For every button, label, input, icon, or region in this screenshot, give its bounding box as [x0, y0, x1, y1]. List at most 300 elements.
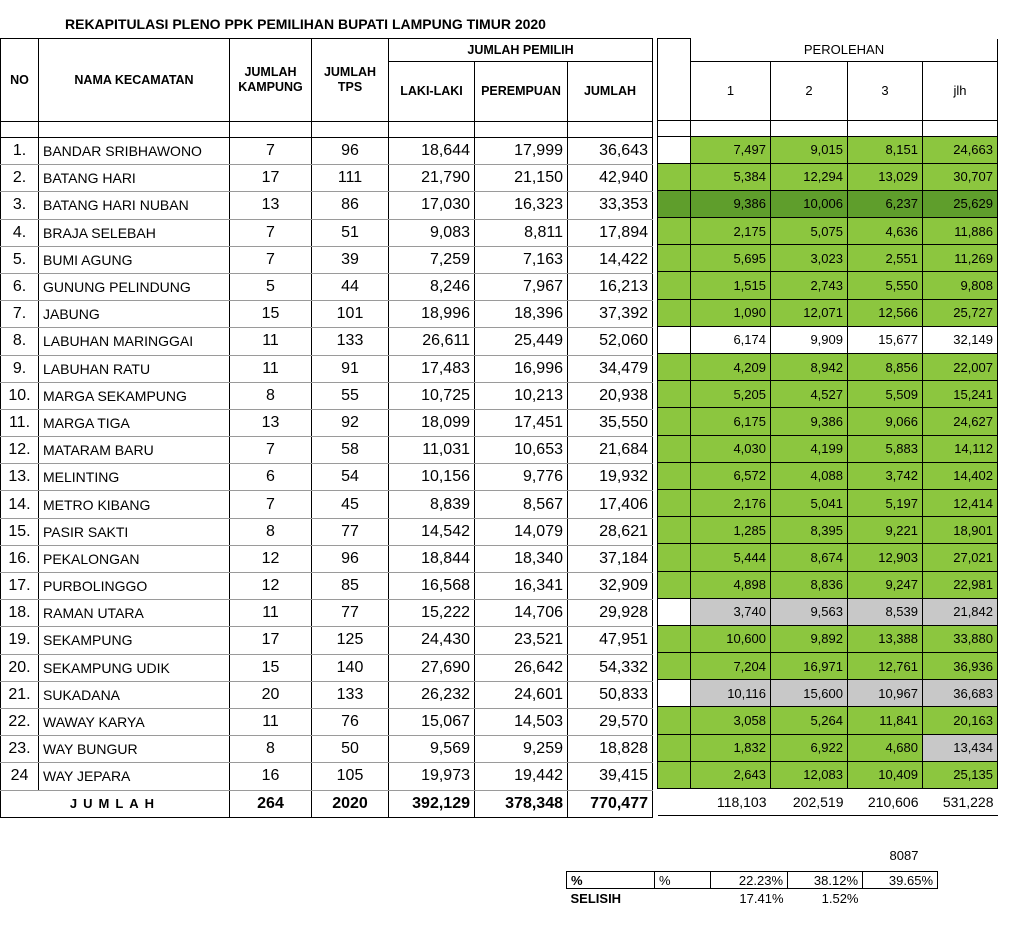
row-nama-kecamatan: GUNUNG PELINDUNG [39, 273, 230, 300]
row-jumlah-tps: 44 [312, 273, 389, 300]
row-jlh: 20,163 [923, 707, 998, 734]
row-calon-3: 9,247 [848, 571, 923, 598]
row-spacer [658, 435, 691, 462]
row-jlh: 11,886 [923, 218, 998, 245]
row-calon-1: 5,205 [691, 381, 771, 408]
row-jlh: 25,629 [923, 190, 998, 217]
table-row [1, 328, 653, 355]
row-calon-1: 1,832 [691, 734, 771, 761]
row-perempuan: 21,150 [475, 165, 568, 192]
row-jumlah-kampung: 13 [230, 409, 312, 436]
perolehan-row [658, 462, 998, 489]
row-no: 17. [1, 573, 39, 600]
row-nama-kecamatan: MATARAM BARU [39, 437, 230, 464]
row-calon-1: 6,174 [691, 326, 771, 353]
perolehan-spacer-col [658, 39, 691, 121]
row-jumlah: 29,928 [568, 600, 653, 627]
row-calon-3: 13,388 [848, 625, 923, 652]
row-spacer [658, 381, 691, 408]
row-nama-kecamatan: PASIR SAKTI [39, 518, 230, 545]
row-nama-kecamatan: JABUNG [39, 301, 230, 328]
header-calon-1: 1 [691, 61, 771, 120]
row-calon-1: 6,175 [691, 408, 771, 435]
table-row [1, 573, 653, 600]
row-calon-3: 8,856 [848, 354, 923, 381]
row-jlh: 24,627 [923, 408, 998, 435]
row-laki-laki: 17,483 [389, 355, 475, 382]
percent-3: 39.65% [863, 872, 938, 889]
row-calon-3: 5,197 [848, 489, 923, 516]
total-p3: 210,606 [848, 789, 923, 816]
row-jumlah-tps: 105 [312, 763, 389, 790]
row-jumlah: 42,940 [568, 165, 653, 192]
row-calon-1: 10,600 [691, 625, 771, 652]
header-perolehan: PEROLEHAN [691, 39, 998, 62]
row-laki-laki: 18,996 [389, 301, 475, 328]
table-row [1, 681, 653, 708]
row-jumlah-tps: 77 [312, 600, 389, 627]
row-no: 2. [1, 165, 39, 192]
row-jumlah: 34,479 [568, 355, 653, 382]
row-spacer [658, 245, 691, 272]
total-row [1, 790, 653, 817]
table-row [1, 763, 653, 790]
row-jlh: 14,112 [923, 435, 998, 462]
row-calon-3: 5,509 [848, 381, 923, 408]
row-calon-3: 12,761 [848, 653, 923, 680]
row-calon-3: 4,680 [848, 734, 923, 761]
row-jlh: 36,683 [923, 680, 998, 707]
total-jlh: 531,228 [923, 789, 998, 816]
row-nama-kecamatan: METRO KIBANG [39, 491, 230, 518]
row-calon-2: 8,836 [771, 571, 848, 598]
row-jumlah: 52,060 [568, 328, 653, 355]
perolehan-row [658, 653, 998, 680]
perolehan-row [658, 190, 998, 217]
row-calon-2: 5,075 [771, 218, 848, 245]
row-spacer [658, 680, 691, 707]
row-calon-1: 2,176 [691, 489, 771, 516]
row-jumlah: 36,643 [568, 138, 653, 165]
perolehan-table [657, 38, 998, 816]
row-jlh: 13,434 [923, 734, 998, 761]
row-jumlah-tps: 96 [312, 138, 389, 165]
row-calon-3: 10,967 [848, 680, 923, 707]
row-no: 6. [1, 273, 39, 300]
row-no: 8. [1, 328, 39, 355]
row-spacer [658, 136, 691, 163]
row-jumlah-kampung: 7 [230, 219, 312, 246]
row-perempuan: 18,340 [475, 545, 568, 572]
row-perempuan: 24,601 [475, 681, 568, 708]
row-nama-kecamatan: LABUHAN MARINGGAI [39, 328, 230, 355]
row-jumlah-tps: 111 [312, 165, 389, 192]
row-calon-3: 8,151 [848, 136, 923, 163]
row-calon-3: 10,409 [848, 761, 923, 788]
row-laki-laki: 17,030 [389, 192, 475, 219]
row-calon-3: 11,841 [848, 707, 923, 734]
row-no: 16. [1, 545, 39, 572]
row-spacer [658, 707, 691, 734]
row-calon-1: 9,386 [691, 190, 771, 217]
row-calon-2: 8,395 [771, 517, 848, 544]
table-row [1, 192, 653, 219]
row-jumlah-tps: 91 [312, 355, 389, 382]
row-jlh: 36,936 [923, 653, 998, 680]
row-jlh: 21,842 [923, 598, 998, 625]
percent-2: 38.12% [788, 872, 863, 889]
perolehan-row [658, 136, 998, 163]
row-nama-kecamatan: RAMAN UTARA [39, 600, 230, 627]
row-jumlah: 39,415 [568, 763, 653, 790]
perolehan-row [658, 707, 998, 734]
total-laki: 392,129 [389, 790, 475, 817]
header-nama-kecamatan: NAMA KECAMATAN [39, 39, 230, 122]
row-no: 3. [1, 192, 39, 219]
row-calon-1: 10,116 [691, 680, 771, 707]
row-jumlah-kampung: 7 [230, 437, 312, 464]
table-row [1, 708, 653, 735]
row-laki-laki: 27,690 [389, 654, 475, 681]
row-calon-1: 2,643 [691, 761, 771, 788]
row-calon-2: 15,600 [771, 680, 848, 707]
perolehan-row [658, 489, 998, 516]
row-no: 20. [1, 654, 39, 681]
row-nama-kecamatan: WAY JEPARA [39, 763, 230, 790]
total-jumlah: 770,477 [568, 790, 653, 817]
row-calon-2: 9,563 [771, 598, 848, 625]
row-laki-laki: 14,542 [389, 518, 475, 545]
row-calon-3: 8,539 [848, 598, 923, 625]
row-spacer [658, 272, 691, 299]
row-nama-kecamatan: MARGA TIGA [39, 409, 230, 436]
row-perempuan: 9,776 [475, 464, 568, 491]
row-jlh: 18,901 [923, 517, 998, 544]
row-laki-laki: 18,644 [389, 138, 475, 165]
row-no: 4. [1, 219, 39, 246]
row-nama-kecamatan: PEKALONGAN [39, 545, 230, 572]
row-nama-kecamatan: BRAJA SELEBAH [39, 219, 230, 246]
row-no: 13. [1, 464, 39, 491]
row-spacer [658, 653, 691, 680]
header-calon-2: 2 [771, 61, 848, 120]
row-jumlah-tps: 77 [312, 518, 389, 545]
row-spacer [658, 326, 691, 353]
row-no: 19. [1, 627, 39, 654]
row-laki-laki: 7,259 [389, 246, 475, 273]
row-no: 15. [1, 518, 39, 545]
row-jumlah: 37,184 [568, 545, 653, 572]
row-jumlah: 17,894 [568, 219, 653, 246]
row-jumlah: 16,213 [568, 273, 653, 300]
row-jumlah-kampung: 11 [230, 355, 312, 382]
row-jumlah-kampung: 17 [230, 627, 312, 654]
row-jumlah-kampung: 7 [230, 491, 312, 518]
row-laki-laki: 15,222 [389, 600, 475, 627]
row-nama-kecamatan: BUMI AGUNG [39, 246, 230, 273]
header-jumlah-pemilih: JUMLAH PEMILIH [389, 39, 653, 62]
percent-label: % [567, 872, 655, 889]
row-jumlah-kampung: 15 [230, 654, 312, 681]
row-jlh: 25,135 [923, 761, 998, 788]
row-jlh: 32,149 [923, 326, 998, 353]
row-jumlah-kampung: 20 [230, 681, 312, 708]
row-no: 22. [1, 708, 39, 735]
row-laki-laki: 18,844 [389, 545, 475, 572]
row-nama-kecamatan: BATANG HARI NUBAN [39, 192, 230, 219]
header-jumlah-tps: JUMLAH TPS [312, 39, 389, 122]
table-row [1, 600, 653, 627]
row-spacer [658, 489, 691, 516]
row-jumlah: 29,570 [568, 708, 653, 735]
row-perempuan: 17,999 [475, 138, 568, 165]
table-row [1, 491, 653, 518]
spacer-row [1, 122, 653, 138]
row-perempuan: 18,396 [475, 301, 568, 328]
row-perempuan: 23,521 [475, 627, 568, 654]
perolehan-total-row [658, 789, 998, 816]
table-row [1, 219, 653, 246]
row-laki-laki: 19,973 [389, 763, 475, 790]
row-laki-laki: 9,569 [389, 736, 475, 763]
row-perempuan: 14,079 [475, 518, 568, 545]
row-laki-laki: 26,611 [389, 328, 475, 355]
row-perempuan: 8,811 [475, 219, 568, 246]
row-laki-laki: 8,839 [389, 491, 475, 518]
table-row [1, 627, 653, 654]
row-calon-1: 4,030 [691, 435, 771, 462]
row-spacer [658, 571, 691, 598]
row-no: 12. [1, 437, 39, 464]
row-calon-2: 12,083 [771, 761, 848, 788]
row-perempuan: 16,996 [475, 355, 568, 382]
row-calon-3: 5,883 [848, 435, 923, 462]
row-perempuan: 14,503 [475, 708, 568, 735]
row-perempuan: 16,323 [475, 192, 568, 219]
row-nama-kecamatan: BANDAR SRIBHAWONO [39, 138, 230, 165]
row-laki-laki: 21,790 [389, 165, 475, 192]
header-perempuan: PEREMPUAN [475, 62, 568, 122]
row-calon-2: 4,088 [771, 462, 848, 489]
row-calon-3: 12,903 [848, 544, 923, 571]
row-jlh: 22,981 [923, 571, 998, 598]
row-no: 10. [1, 382, 39, 409]
note-value: 8087 [889, 848, 919, 863]
row-laki-laki: 18,099 [389, 409, 475, 436]
row-no: 21. [1, 681, 39, 708]
table-row [1, 437, 653, 464]
rekap-table [0, 38, 653, 818]
row-calon-2: 9,892 [771, 625, 848, 652]
total-kampung: 264 [230, 790, 312, 817]
table-row [1, 654, 653, 681]
row-laki-laki: 26,232 [389, 681, 475, 708]
row-jlh: 9,808 [923, 272, 998, 299]
row-calon-3: 9,221 [848, 517, 923, 544]
perolehan-row [658, 571, 998, 598]
row-jumlah-kampung: 13 [230, 192, 312, 219]
row-calon-3: 2,551 [848, 245, 923, 272]
row-calon-1: 5,384 [691, 163, 771, 190]
row-laki-laki: 10,725 [389, 382, 475, 409]
perolehan-row [658, 245, 998, 272]
row-jumlah: 47,951 [568, 627, 653, 654]
selisih-2: 1.52% [821, 890, 859, 906]
row-jumlah-tps: 76 [312, 708, 389, 735]
row-laki-laki: 8,246 [389, 273, 475, 300]
row-nama-kecamatan: LABUHAN RATU [39, 355, 230, 382]
row-calon-1: 5,695 [691, 245, 771, 272]
row-perempuan: 14,706 [475, 600, 568, 627]
row-spacer [658, 598, 691, 625]
table-row [1, 355, 653, 382]
row-no: 11. [1, 409, 39, 436]
row-calon-2: 4,527 [771, 381, 848, 408]
row-no: 24 [1, 763, 39, 790]
row-spacer [658, 190, 691, 217]
row-calon-1: 3,740 [691, 598, 771, 625]
header-jumlah-kampung: JUMLAH KAMPUNG [230, 39, 312, 122]
row-jumlah: 14,422 [568, 246, 653, 273]
header-jlh: jlh [923, 61, 998, 120]
perolehan-row [658, 544, 998, 571]
row-nama-kecamatan: WAWAY KARYA [39, 708, 230, 735]
row-calon-2: 12,294 [771, 163, 848, 190]
row-jumlah-tps: 55 [312, 382, 389, 409]
row-jumlah-tps: 101 [312, 301, 389, 328]
row-spacer [658, 625, 691, 652]
row-jumlah-tps: 96 [312, 545, 389, 572]
row-perempuan: 19,442 [475, 763, 568, 790]
row-perempuan: 8,567 [475, 491, 568, 518]
row-jumlah-tps: 58 [312, 437, 389, 464]
row-jumlah-tps: 39 [312, 246, 389, 273]
perolehan-row [658, 435, 998, 462]
table-row [1, 409, 653, 436]
row-nama-kecamatan: MELINTING [39, 464, 230, 491]
table-row [1, 273, 653, 300]
row-jumlah: 17,406 [568, 491, 653, 518]
row-no: 5. [1, 246, 39, 273]
row-calon-3: 15,677 [848, 326, 923, 353]
row-jumlah: 28,621 [568, 518, 653, 545]
row-spacer [658, 734, 691, 761]
row-no: 1. [1, 138, 39, 165]
row-calon-3: 9,066 [848, 408, 923, 435]
perolehan-row [658, 761, 998, 788]
row-calon-2: 5,264 [771, 707, 848, 734]
row-calon-1: 4,209 [691, 354, 771, 381]
header-jumlah: JUMLAH [568, 62, 653, 122]
row-calon-3: 6,237 [848, 190, 923, 217]
row-spacer [658, 354, 691, 381]
table-row [1, 165, 653, 192]
table-row [1, 464, 653, 491]
row-laki-laki: 10,156 [389, 464, 475, 491]
row-calon-2: 10,006 [771, 190, 848, 217]
row-jumlah: 33,353 [568, 192, 653, 219]
selisih-row [567, 889, 938, 908]
row-spacer [658, 517, 691, 544]
row-jumlah-kampung: 15 [230, 301, 312, 328]
row-calon-1: 1,285 [691, 517, 771, 544]
row-perempuan: 17,451 [475, 409, 568, 436]
row-calon-1: 1,090 [691, 299, 771, 326]
total-p2: 202,519 [771, 789, 848, 816]
row-calon-1: 1,515 [691, 272, 771, 299]
perolehan-row [658, 517, 998, 544]
row-nama-kecamatan: SEKAMPUNG UDIK [39, 654, 230, 681]
row-jumlah-tps: 125 [312, 627, 389, 654]
row-jumlah-tps: 85 [312, 573, 389, 600]
row-no: 23. [1, 736, 39, 763]
row-jumlah: 21,684 [568, 437, 653, 464]
row-jumlah-kampung: 11 [230, 328, 312, 355]
perolehan-total-spacer [658, 789, 691, 816]
row-spacer [658, 299, 691, 326]
row-jlh: 30,707 [923, 163, 998, 190]
row-no: 14. [1, 491, 39, 518]
row-jumlah-tps: 133 [312, 681, 389, 708]
total-p1: 118,103 [691, 789, 771, 816]
table-row [1, 518, 653, 545]
row-no: 18. [1, 600, 39, 627]
perolehan-row [658, 272, 998, 299]
row-calon-3: 5,550 [848, 272, 923, 299]
perolehan-row [658, 299, 998, 326]
row-jlh: 11,269 [923, 245, 998, 272]
table-row [1, 301, 653, 328]
selisih-label: SELISIH [570, 890, 622, 906]
row-jumlah: 20,938 [568, 382, 653, 409]
row-jlh: 33,880 [923, 625, 998, 652]
total-perempuan: 378,348 [475, 790, 568, 817]
row-jumlah-tps: 86 [312, 192, 389, 219]
table-row [1, 736, 653, 763]
row-jumlah: 37,392 [568, 301, 653, 328]
header-laki-laki: LAKI-LAKI [389, 62, 475, 122]
row-nama-kecamatan: PURBOLINGGO [39, 573, 230, 600]
row-perempuan: 7,163 [475, 246, 568, 273]
row-jumlah: 18,828 [568, 736, 653, 763]
perolehan-row [658, 381, 998, 408]
row-jlh: 22,007 [923, 354, 998, 381]
row-nama-kecamatan: WAY BUNGUR [39, 736, 230, 763]
percent-label-2: % [655, 872, 711, 889]
header-no: NO [1, 39, 39, 122]
perolehan-row [658, 354, 998, 381]
table-row [1, 138, 653, 165]
perolehan-row [658, 163, 998, 190]
row-jumlah-tps: 45 [312, 491, 389, 518]
row-calon-2: 9,909 [771, 326, 848, 353]
row-nama-kecamatan: MARGA SEKAMPUNG [39, 382, 230, 409]
table-row [1, 545, 653, 572]
row-jumlah-tps: 51 [312, 219, 389, 246]
spacer-row [658, 120, 998, 136]
row-jumlah-kampung: 8 [230, 518, 312, 545]
row-laki-laki: 24,430 [389, 627, 475, 654]
row-perempuan: 7,967 [475, 273, 568, 300]
row-jumlah-kampung: 6 [230, 464, 312, 491]
row-jumlah-kampung: 16 [230, 763, 312, 790]
row-calon-3: 4,636 [848, 218, 923, 245]
row-calon-1: 3,058 [691, 707, 771, 734]
row-jumlah: 54,332 [568, 654, 653, 681]
table-row [1, 246, 653, 273]
row-jumlah-kampung: 8 [230, 382, 312, 409]
row-calon-3: 13,029 [848, 163, 923, 190]
